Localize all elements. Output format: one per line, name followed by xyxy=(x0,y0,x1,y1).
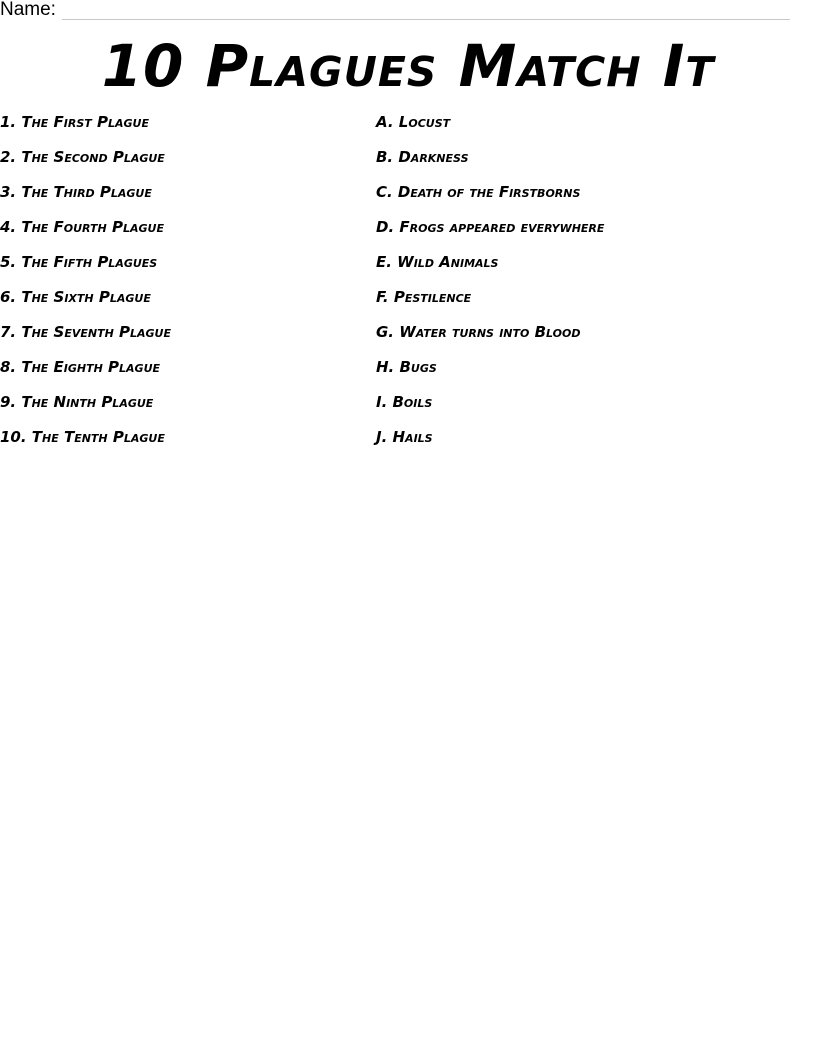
answer-list xyxy=(376,108,806,458)
worksheet-title: 10 Plagues Match It xyxy=(101,32,715,100)
plague-item: 8. The Eighth Plague xyxy=(0,358,161,376)
plague-item: 4. The Fourth Plague xyxy=(0,218,164,236)
answer-item: B. Darkness xyxy=(376,148,469,166)
answer-item: F. Pestilence xyxy=(376,288,472,306)
plague-item: 5. The Fifth Plagues xyxy=(0,253,158,271)
name-row xyxy=(0,0,790,20)
answer-item: I. Boils xyxy=(376,393,433,411)
plague-item: 10. The Tenth Plague xyxy=(0,428,165,446)
answer-item: J. Hails xyxy=(376,428,433,446)
answer-item: E. Wild Animals xyxy=(376,253,499,271)
plague-item: 6. The Sixth Plague xyxy=(0,288,151,306)
name-label: Name: xyxy=(0,0,56,20)
plague-item: 9. The Ninth Plague xyxy=(0,393,154,411)
plague-list xyxy=(0,108,370,458)
answer-item: H. Bugs xyxy=(376,358,437,376)
answer-item: C. Death of the Firstborns xyxy=(376,183,581,201)
plague-item: 1. The First Plague xyxy=(0,113,149,131)
answer-item: A. Locust xyxy=(376,113,451,131)
answer-item: G. Water turns into Blood xyxy=(376,323,581,341)
name-blank-line xyxy=(62,3,790,20)
plague-item: 3. The Third Plague xyxy=(0,183,152,201)
plague-item: 7. The Seventh Plague xyxy=(0,323,172,341)
answer-item: D. Frogs appeared everywhere xyxy=(376,218,605,236)
plague-item: 2. The Second Plague xyxy=(0,148,165,166)
